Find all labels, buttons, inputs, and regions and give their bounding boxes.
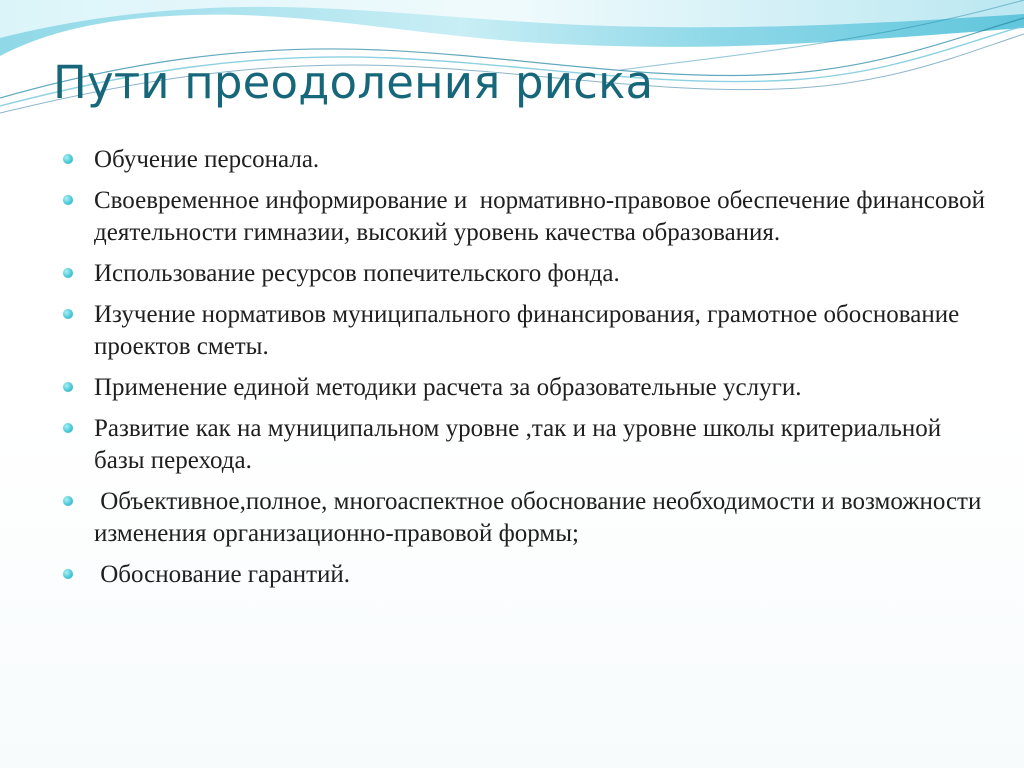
bullet-icon — [63, 195, 73, 205]
bullet-text: Развитие как на муниципальном уровне ,так и на уровне школы критериальной базы перехода. — [94, 415, 948, 474]
slide-title: Пути преодоления риска — [53, 56, 654, 109]
bullet-icon — [63, 382, 73, 392]
bullet-icon — [63, 569, 73, 579]
bullet-text: Своевременное информирование и нормативно-правовое обеспечение финансовой деятельности гимназии, высокий уровень качества образования. — [94, 187, 992, 246]
bullet-icon — [63, 268, 73, 278]
bullet-text: Применение единой методики расчета за образовательные услуги. — [94, 374, 802, 401]
bullet-list — [63, 144, 993, 600]
list-item — [63, 258, 993, 290]
list-item — [63, 372, 993, 404]
bullet-icon — [63, 309, 73, 319]
list-item — [63, 144, 993, 176]
bullet-text: Обоснование гарантий. — [94, 561, 351, 588]
list-item — [63, 559, 993, 591]
bullet-icon — [63, 496, 73, 506]
bullet-text: Использование ресурсов попечительского фонда. — [94, 260, 620, 287]
list-item — [63, 486, 993, 550]
bullet-text: Изучение нормативов муниципального финансирования, грамотное обоснование проектов сметы. — [94, 301, 966, 360]
list-item — [63, 413, 993, 477]
bullet-text: Объективное,полное, многоаспектное обоснование необходимости и возможности изменения организационно-правовой формы; — [94, 488, 988, 547]
list-item — [63, 185, 993, 249]
bullet-icon — [63, 423, 73, 433]
bullet-text: Обучение персонала. — [94, 146, 320, 173]
list-item — [63, 299, 993, 363]
bullet-icon — [63, 154, 73, 164]
